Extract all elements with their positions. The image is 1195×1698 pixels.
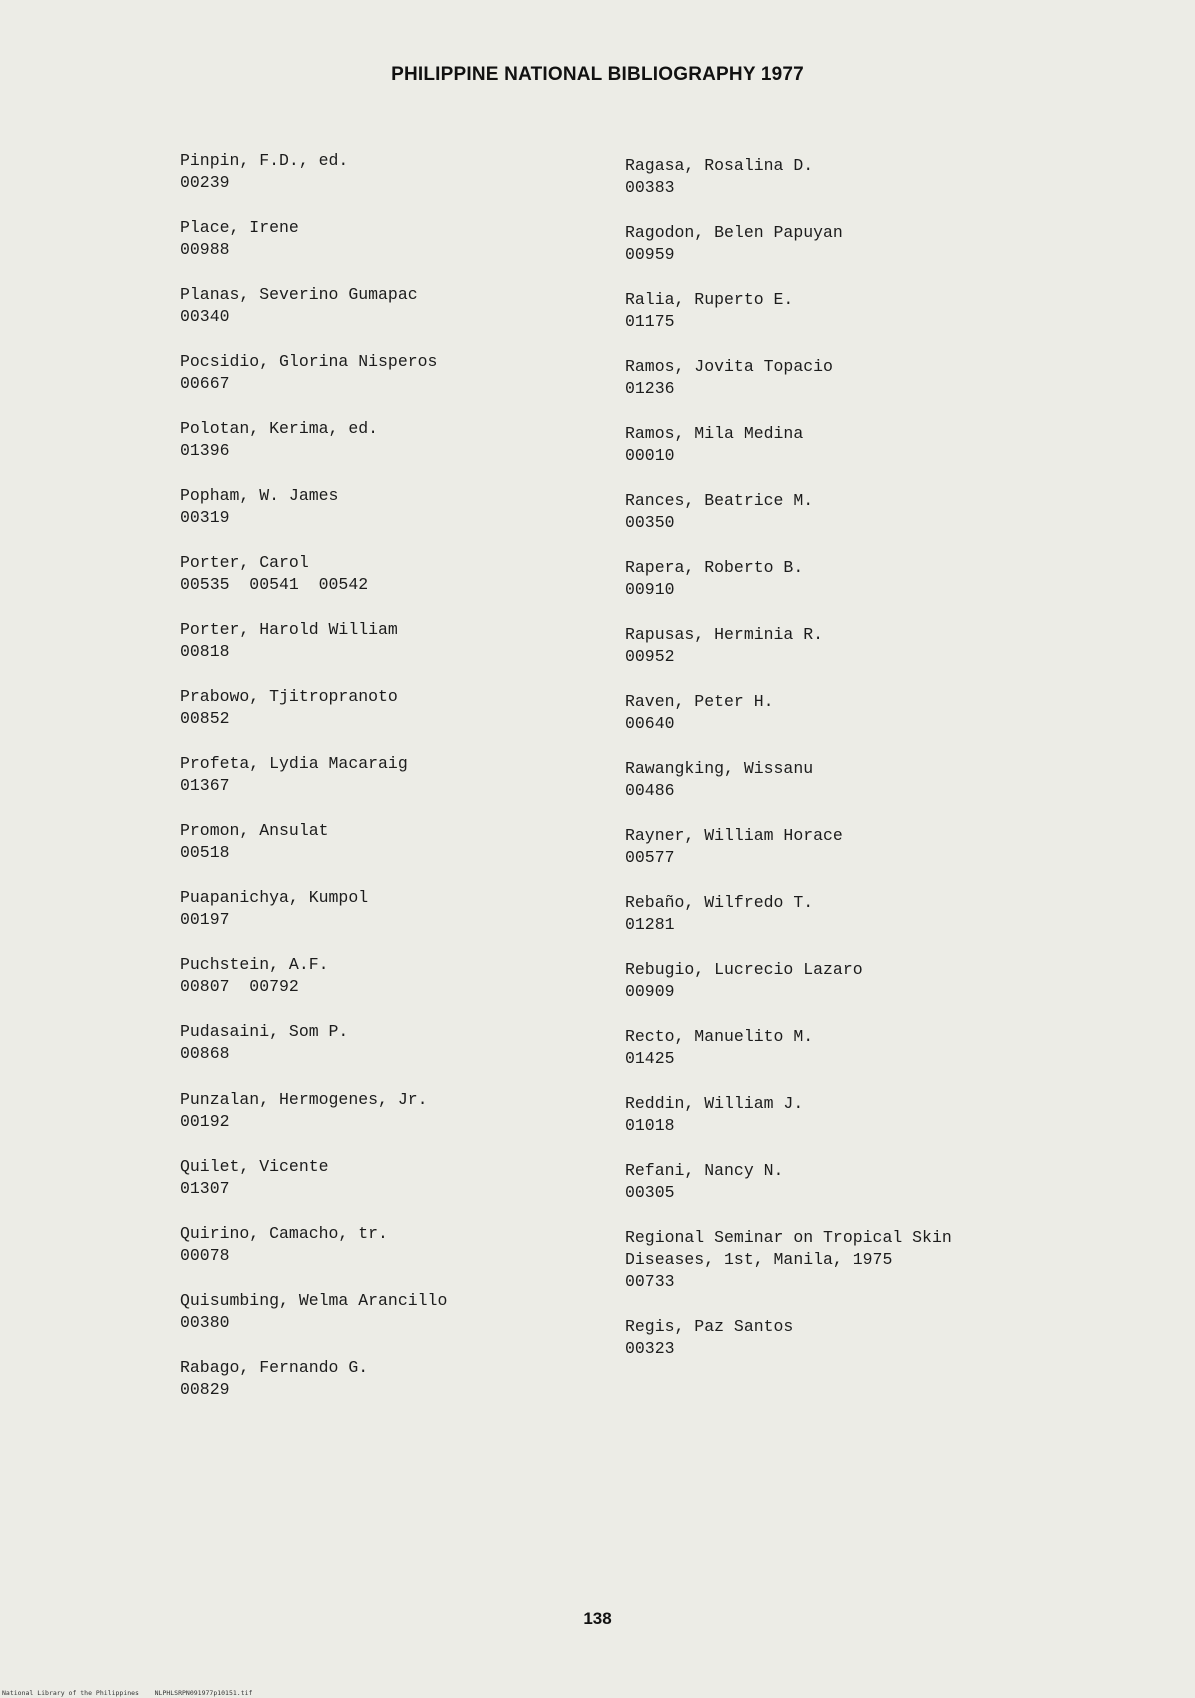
index-entry xyxy=(180,351,620,395)
entry-name: Raven, Peter H. xyxy=(625,692,774,711)
entry-numbers: 00952 xyxy=(625,647,675,666)
entry-name: Profeta, Lydia Macaraig xyxy=(180,754,408,773)
index-entry xyxy=(180,284,620,328)
index-entry xyxy=(625,892,1065,936)
index-entry xyxy=(180,1357,620,1401)
entry-numbers: 00486 xyxy=(625,781,675,800)
scan-footer: National Library of the Philippines NLPHLSRPN091977p10151.tif xyxy=(2,1689,253,1697)
entry-numbers: 00829 xyxy=(180,1380,230,1399)
entry-numbers: 00988 xyxy=(180,240,230,259)
entry-name: Quilet, Vicente xyxy=(180,1157,329,1176)
entry-numbers: 00667 xyxy=(180,374,230,393)
page-header: PHILIPPINE NATIONAL BIBLIOGRAPHY 1977 xyxy=(391,64,804,85)
entry-name: Rabago, Fernando G. xyxy=(180,1358,369,1377)
entry-name: Pinpin, F.D., ed. xyxy=(180,151,349,170)
entry-numbers: 00818 xyxy=(180,642,230,661)
index-entry xyxy=(180,552,620,596)
entry-name: Quisumbing, Welma Arancillo xyxy=(180,1291,448,1310)
entry-name: Porter, Carol xyxy=(180,553,309,572)
entry-numbers: 00959 xyxy=(625,245,675,264)
index-entry xyxy=(180,753,620,797)
entry-name: Rapusas, Herminia R. xyxy=(625,625,824,644)
index-entry xyxy=(625,1026,1065,1070)
index-entry xyxy=(180,485,620,529)
entry-name: Pudasaini, Som P. xyxy=(180,1022,349,1041)
entry-name: Ralia, Ruperto E. xyxy=(625,290,794,309)
index-entry xyxy=(180,887,620,931)
entry-numbers: 01396 xyxy=(180,441,230,460)
entry-name: Punzalan, Hermogenes, Jr. xyxy=(180,1090,428,1109)
page-number: 138 xyxy=(583,1609,612,1628)
entry-name: Rapera, Roberto B. xyxy=(625,558,804,577)
index-entry xyxy=(180,217,620,261)
entry-name: Popham, W. James xyxy=(180,486,339,505)
entry-name: Quirino, Camacho, tr. xyxy=(180,1224,388,1243)
index-entry xyxy=(625,624,1065,668)
index-entry xyxy=(180,150,620,194)
index-entry xyxy=(625,289,1065,333)
entry-numbers: 01307 xyxy=(180,1179,230,1198)
entry-numbers: 00239 xyxy=(180,173,230,192)
index-entry xyxy=(625,490,1065,534)
index-entry xyxy=(180,1290,620,1334)
index-entry xyxy=(180,954,620,998)
entry-numbers: 00383 xyxy=(625,178,675,197)
entry-name: Ragasa, Rosalina D. xyxy=(625,156,814,175)
index-entry xyxy=(625,959,1065,1003)
entry-name: Place, Irene xyxy=(180,218,299,237)
entry-name: Ragodon, Belen Papuyan xyxy=(625,223,843,242)
index-entry xyxy=(180,1021,620,1065)
entry-name: Porter, Harold William xyxy=(180,620,398,639)
entry-numbers: 00010 xyxy=(625,446,675,465)
entry-numbers: 00868 xyxy=(180,1044,230,1063)
index-entry xyxy=(625,1227,1065,1293)
entry-name: Reddin, William J. xyxy=(625,1094,804,1113)
index-entry xyxy=(180,418,620,462)
entry-numbers: 01425 xyxy=(625,1049,675,1068)
entry-name: Prabowo, Tjitropranoto xyxy=(180,687,398,706)
entry-name: Rebaño, Wilfredo T. xyxy=(625,893,814,912)
entry-numbers: 00640 xyxy=(625,714,675,733)
entry-name: Rayner, William Horace xyxy=(625,826,843,845)
entry-numbers: 00323 xyxy=(625,1339,675,1358)
index-entry xyxy=(625,222,1065,266)
entry-numbers: 01175 xyxy=(625,312,675,331)
entry-numbers: 00350 xyxy=(625,513,675,532)
entry-numbers: 01236 xyxy=(625,379,675,398)
index-entry xyxy=(625,557,1065,601)
entry-numbers: 00733 xyxy=(625,1272,675,1291)
index-entry xyxy=(180,1089,620,1133)
entry-numbers: 00910 xyxy=(625,580,675,599)
index-entry xyxy=(180,686,620,730)
index-entry xyxy=(625,155,1065,199)
entry-numbers: 00380 xyxy=(180,1313,230,1332)
entry-name: Regis, Paz Santos xyxy=(625,1317,794,1336)
entry-numbers: 00078 xyxy=(180,1246,230,1265)
index-entry xyxy=(625,691,1065,735)
entry-name: Polotan, Kerima, ed. xyxy=(180,419,379,438)
entry-name: Rebugio, Lucrecio Lazaro xyxy=(625,960,863,979)
entry-name: Rances, Beatrice M. xyxy=(625,491,814,510)
entry-name: Pocsidio, Glorina Nisperos xyxy=(180,352,438,371)
entry-numbers: 00192 xyxy=(180,1112,230,1131)
entry-name: Puchstein, A.F. xyxy=(180,955,329,974)
entry-numbers: 00577 xyxy=(625,848,675,867)
entry-name: Recto, Manuelito M. xyxy=(625,1027,814,1046)
entry-numbers: 00197 xyxy=(180,910,230,929)
index-entry xyxy=(180,820,620,864)
entry-numbers: 00535 00541 00542 xyxy=(180,575,369,594)
entry-numbers: 00518 xyxy=(180,843,230,862)
index-entry xyxy=(180,619,620,663)
entry-numbers: 01018 xyxy=(625,1116,675,1135)
entry-name: Promon, Ansulat xyxy=(180,821,329,840)
index-entry xyxy=(625,758,1065,802)
entry-numbers: 00909 xyxy=(625,982,675,1001)
entry-numbers: 00319 xyxy=(180,508,230,527)
entry-name: Regional Seminar on Tropical Skin Diseases, 1st, Manila, 1975 xyxy=(625,1228,952,1269)
entry-numbers: 00807 00792 xyxy=(180,977,299,996)
index-entry xyxy=(625,1160,1065,1204)
entry-numbers: 01281 xyxy=(625,915,675,934)
index-entry xyxy=(625,356,1065,400)
entry-name: Refani, Nancy N. xyxy=(625,1161,784,1180)
index-entry xyxy=(180,1156,620,1200)
entry-name: Ramos, Mila Medina xyxy=(625,424,804,443)
entry-numbers: 01367 xyxy=(180,776,230,795)
index-entry xyxy=(625,423,1065,467)
index-entry xyxy=(625,1316,1065,1360)
entry-name: Puapanichya, Kumpol xyxy=(180,888,369,907)
entry-name: Rawangking, Wissanu xyxy=(625,759,814,778)
entry-name: Planas, Severino Gumapac xyxy=(180,285,418,304)
entry-name: Ramos, Jovita Topacio xyxy=(625,357,833,376)
index-entry xyxy=(625,825,1065,869)
entry-numbers: 00852 xyxy=(180,709,230,728)
index-entry xyxy=(625,1093,1065,1137)
entry-numbers: 00305 xyxy=(625,1183,675,1202)
index-entry xyxy=(180,1223,620,1267)
entry-numbers: 00340 xyxy=(180,307,230,326)
